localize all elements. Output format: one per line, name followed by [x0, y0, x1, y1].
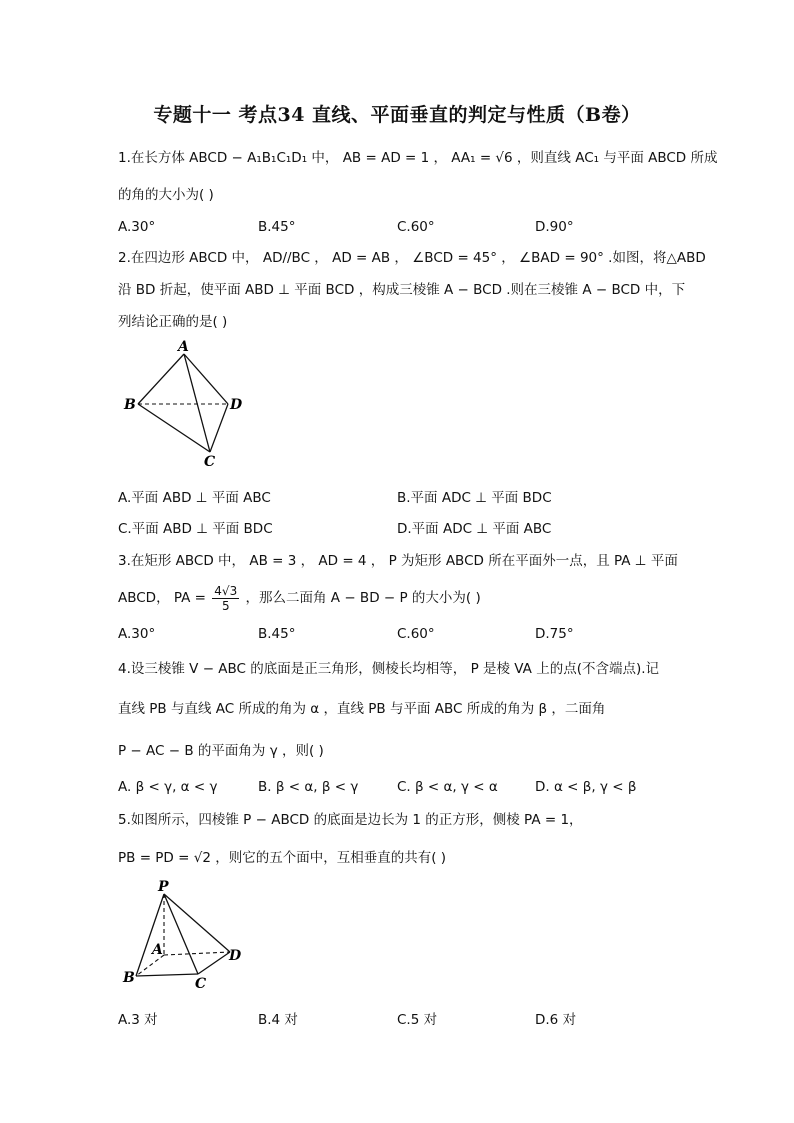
q2-tetrahedron-figure	[118, 338, 258, 473]
q5-label-a: A	[152, 942, 163, 958]
q3-option-d: D.75°	[535, 626, 574, 642]
q4-line-1: 4.设三棱锥 V − ABC 的底面是正三角形，侧棱长均相等， P 是棱 VA 上的点(不含端点).记	[118, 661, 660, 677]
q5-option-d: D.6 对	[535, 1012, 577, 1028]
q2-line-1: 2.在四边形 ABCD 中， AD//BC ， AD = AB ， ∠BCD = 45° ， ∠BAD = 90° .如图，将△ABD	[118, 250, 706, 266]
q1-option-d: D.90°	[535, 219, 574, 235]
q5-edge-pb	[136, 894, 164, 976]
page-title: 专题十一 考点34 直线、平面垂直的判定与性质（B卷）	[153, 104, 641, 126]
q4-option-a: A. β < γ, α < γ	[118, 779, 218, 795]
q5-option-a: A.3 对	[118, 1012, 158, 1028]
q3-line-2-prefix: ABCD， PA =	[118, 590, 206, 606]
q2-label-b: B	[124, 397, 136, 413]
q5-edge-ad-hidden	[164, 952, 230, 955]
q1-option-b: B.45°	[258, 219, 296, 235]
q5-line-2: PB = PD = √2 ，则它的五个面中，互相垂直的共有( )	[118, 850, 447, 866]
q5-label-c: C	[195, 976, 207, 992]
q4-option-b: B. β < α, β < γ	[258, 779, 359, 795]
q3-option-b: B.45°	[258, 626, 296, 642]
q3-line-1: 3.在矩形 ABCD 中， AB = 3 ， AD = 4 ， P 为矩形 ABCD 所在平面外一点，且 PA ⊥ 平面	[118, 553, 678, 569]
q5-edge-pd	[164, 894, 230, 952]
q3-fraction-denominator: 5	[221, 598, 230, 613]
q3-line-2-suffix: ，那么二面角 A − BD − P 的大小为( )	[245, 590, 481, 606]
q2-edge-cd	[210, 404, 228, 452]
q5-label-p: P	[158, 879, 169, 895]
q3-fraction-numerator: 4√3	[214, 583, 238, 598]
q2-label-c: C	[204, 454, 216, 470]
q1-option-c: C.60°	[397, 219, 435, 235]
q4-line-3: P − AC − B 的平面角为 γ ，则( )	[118, 743, 324, 759]
q3-line-2	[118, 582, 481, 614]
q4-line-2: 直线 PB 与直线 AC 所成的角为 α ，直线 PB 与平面 ABC 所成的角为 β ，二面角	[118, 701, 606, 717]
q2-option-c: C.平面 ABD ⊥ 平面 BDC	[118, 521, 273, 537]
q1-line-1: 1.在长方体 ABCD − A₁B₁C₁D₁ 中， AB = AD = 1 ， AA₁ = √6 ，则直线 AC₁ 与平面 ABCD 所成	[118, 150, 718, 166]
q2-option-d: D.平面 ADC ⊥ 平面 ABC	[397, 521, 552, 537]
q4-option-d: D. α < β, γ < β	[535, 779, 637, 795]
q1-line-2: 的角的大小为( )	[118, 187, 214, 203]
q5-line-1: 5.如图所示，四棱锥 P − ABCD 的底面是边长为 1 的正方形，侧棱 PA = 1，	[118, 812, 583, 828]
q3-option-c: C.60°	[397, 626, 435, 642]
q5-pyramid-figure	[118, 878, 253, 993]
q2-option-a: A.平面 ABD ⊥ 平面 ABC	[118, 490, 271, 506]
q2-label-a: A	[178, 339, 189, 355]
q3-option-a: A.30°	[118, 626, 156, 642]
q3-fraction	[212, 584, 239, 613]
q2-label-d: D	[230, 397, 243, 413]
q5-edge-pc	[164, 894, 198, 974]
q5-edge-cd	[198, 952, 230, 974]
q5-option-b: B.4 对	[258, 1012, 298, 1028]
q5-option-c: C.5 对	[397, 1012, 438, 1028]
q5-label-b: B	[123, 970, 135, 986]
q2-line-2: 沿 BD 折起，使平面 ABD ⊥ 平面 BCD ，构成三棱锥 A − BCD .则在三棱锥 A − BCD 中，下	[118, 282, 686, 298]
q4-option-c: C. β < α, γ < α	[397, 779, 498, 795]
q5-label-d: D	[229, 948, 242, 964]
q1-option-a: A.30°	[118, 219, 156, 235]
q2-line-3: 列结论正确的是( )	[118, 314, 228, 330]
q2-option-b: B.平面 ADC ⊥ 平面 BDC	[397, 490, 552, 506]
q5-edge-bc	[136, 974, 198, 976]
q2-edge-ab	[138, 354, 184, 404]
